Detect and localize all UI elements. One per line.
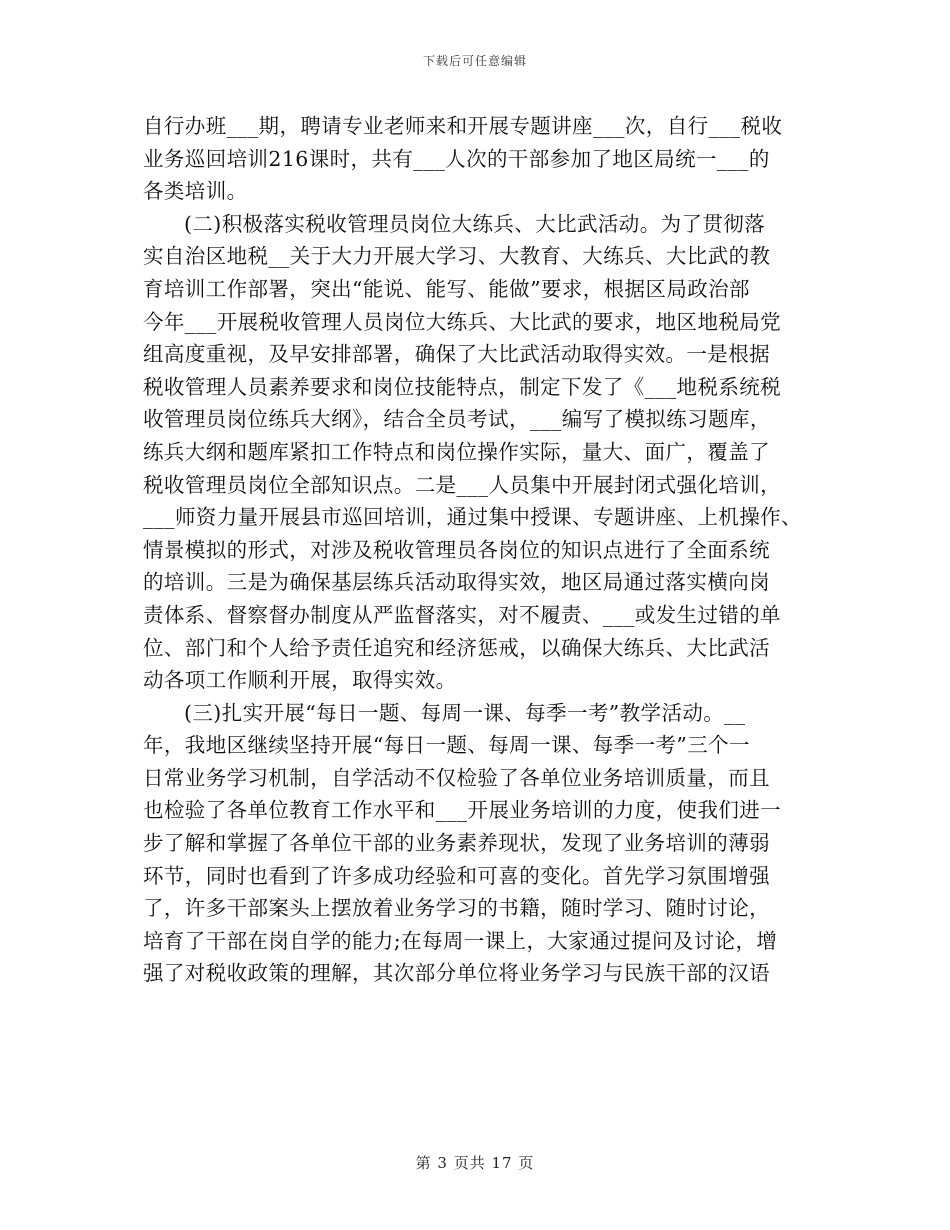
text-line: 动各项工作顺利开展，取得实效。 (143, 668, 457, 693)
text-line: 责体系、督察督办制度从严监督落实，对不履责、___或发生过错的单 (143, 602, 782, 627)
text-line: 年，我地区继续坚持开展“每日一题、每周一课、每季一考”三个一 (143, 733, 750, 758)
text-line: 组高度重视，及早安排部署，确保了大比武活动取得实效。一是根据 (143, 342, 770, 367)
text-line: 育培训工作部署，突出“能说、能写、能做”要求，根据区局政治部 (143, 276, 750, 301)
text-line: 各类培训。 (143, 179, 248, 204)
text-line: 的培训。三是为确保基层练兵活动取得实效，地区局通过落实横向岗 (143, 570, 770, 595)
text-line: 了，许多干部案头上摆放着业务学习的书籍，随时学习、随时讨论， (143, 896, 770, 921)
paragraph-first-line: (二)积极落实税收管理员岗位大练兵、大比武活动。为了贯彻落 (184, 211, 766, 236)
text-line: 税收管理员岗位全部知识点。二是___人员集中开展封闭式强化培训， (143, 472, 782, 497)
text-line: 强了对税收政策的理解，其次部分单位将业务学习与民族干部的汉语 (143, 961, 770, 986)
text-line: ___师资力量开展县市巡回培训，通过集中授课、专题讲座、上机操作、 (143, 505, 802, 530)
page-header: 下载后可任意编辑 (422, 54, 527, 68)
text-line: 位、部门和个人给予责任追究和经济惩戒，以确保大练兵、大比武活 (143, 635, 770, 660)
text-line: 税收管理人员素养要求和岗位技能特点，制定下发了《___地税系统税 (143, 374, 782, 399)
paragraph-first-line: (三)扎实开展“每日一题、每周一课、每季一考”教学活动。__ (184, 700, 746, 725)
text-line: 练兵大纲和题库紧扣工作特点和岗位操作实际，量大、面广，覆盖了 (143, 439, 770, 464)
text-line: 也检验了各单位教育工作水平和___开展业务培训的力度，使我们进一 (143, 798, 782, 823)
text-line: 今年___开展税收管理人员岗位大练兵、大比武的要求，地区地税局党 (143, 309, 782, 334)
body-text (143, 110, 811, 990)
text-line: 环节，同时也看到了许多成功经验和可喜的变化。首先学习氛围增强 (143, 863, 770, 888)
text-line: 实自治区地税__关于大力开展大学习、大教育、大练兵、大比武的教 (143, 244, 771, 269)
text-line: 自行办班___期，聘请专业老师来和开展专题讲座___次，自行___税收 (143, 114, 783, 138)
text-line: 业务巡回培训216课时，共有___人次的干部参加了地区局统一___的 (143, 146, 770, 171)
text-line: 步了解和掌握了各单位干部的业务素养现状，发现了业务培训的薄弱 (143, 831, 770, 856)
text-line: 日常业务学习机制，自学活动不仅检验了各单位业务培训质量，而且 (143, 765, 770, 790)
text-line: 收管理员岗位练兵大纲》，结合全员考试，___编写了模拟练习题库， (143, 407, 771, 432)
text-line: 情景模拟的形式，对涉及税收管理员各岗位的知识点进行了全面系统 (143, 537, 770, 562)
text-line: 培育了干部在岗自学的能力;在每周一课上，大家通过提问及讨论，增 (143, 928, 778, 953)
page-footer: 第 3 页共 17 页 (415, 1154, 535, 1172)
